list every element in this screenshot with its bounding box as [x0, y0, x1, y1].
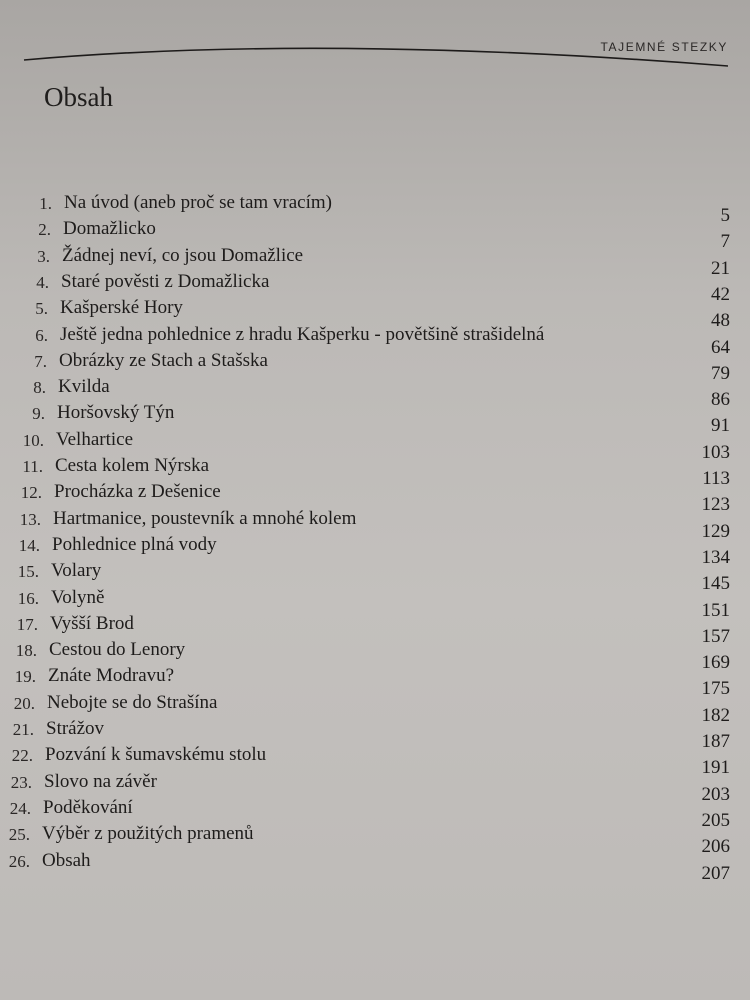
- toc-entry-number: 7.: [34, 351, 47, 371]
- toc-entry-title: Slovo na závěr: [44, 770, 157, 792]
- toc-entry-title: Na úvod (aneb proč se tam vracím): [64, 192, 333, 213]
- toc-entry-number: 1.: [39, 194, 52, 213]
- toc-entry-title: Horšovský Týn: [57, 402, 175, 424]
- toc-entry-number: 22.: [11, 746, 33, 766]
- toc-entry-title: Obsah: [42, 849, 91, 871]
- toc-entry-title: Volyně: [51, 586, 105, 608]
- toc-entry-title: Poděkování: [43, 796, 133, 818]
- toc-entry-number: 5.: [35, 299, 48, 319]
- toc-entry-number: 18.: [15, 641, 37, 661]
- toc-entry-page-number: 157: [701, 625, 730, 647]
- toc-entry-page-number: 91: [711, 415, 730, 437]
- toc-entry-number: 25.: [8, 825, 30, 845]
- toc-entry-page-number: 205: [701, 809, 730, 831]
- toc-entry-page-number: 207: [701, 862, 730, 884]
- toc-entry-title: Obrázky ze Stach a Stašska: [59, 349, 268, 371]
- toc-entry-number: 4.: [36, 272, 49, 292]
- toc-entry-number: 11.: [22, 457, 43, 476]
- toc-entry-title: Ještě jedna pohlednice z hradu Kašperku - povětšině strašidelná: [60, 323, 545, 345]
- toc-entry-page-number: 206: [701, 836, 730, 858]
- toc-entry-number: 6.: [35, 325, 48, 345]
- toc-entry-page-number: 103: [701, 441, 730, 463]
- toc-entry-title: Žádnej neví, co jsou Domažlice: [62, 244, 304, 266]
- toc-entry-number: 12.: [20, 483, 42, 503]
- toc-entry-page-number: 182: [701, 704, 730, 726]
- toc-entry-title: Cesta kolem Nýrska: [55, 455, 210, 476]
- toc-entry-number: 2.: [38, 220, 51, 240]
- toc-entry-number: 8.: [33, 378, 46, 398]
- running-head: TAJEMNÉ STEZKY: [600, 40, 728, 54]
- toc-entry-title: Velhartice: [56, 428, 134, 450]
- toc-entry-page-number: 169: [701, 652, 730, 674]
- toc-entry-page-number: 7: [720, 231, 730, 253]
- toc-entry-title: Procházka z Dešenice: [54, 481, 221, 503]
- toc-entry-number: 17.: [16, 614, 38, 634]
- page-title: Obsah: [44, 82, 113, 112]
- toc-entry-title: Pohlednice plná vody: [52, 533, 217, 555]
- toc-entry-page-number: 191: [701, 757, 730, 779]
- toc-entry-page-number: 134: [701, 546, 730, 568]
- toc-entry-number: 20.: [13, 693, 35, 713]
- toc-entry-number: 19.: [14, 667, 36, 687]
- toc-entry-page-number: 123: [701, 494, 730, 516]
- toc-entry-number: 21.: [12, 720, 34, 739]
- toc-entry-page-number: 64: [711, 336, 730, 358]
- toc-entry-page-number: 48: [711, 310, 730, 332]
- toc-entry-title: Výběr z použitých pramenů: [42, 823, 254, 845]
- toc-entry-title: Staré pověsti z Domažlicka: [61, 270, 270, 292]
- toc-entry-title: Volary: [51, 560, 102, 582]
- toc-entry-number: 3.: [37, 246, 50, 266]
- toc-entry-title: Strážov: [46, 718, 105, 739]
- toc-entry-title: Cestou do Lenory: [49, 639, 186, 661]
- toc-entry-page-number: 21: [711, 257, 730, 279]
- toc-entry-number: 14.: [18, 535, 40, 555]
- toc-entry-title: Hartmanice, poustevník a mnohé kolem: [53, 507, 357, 529]
- toc-entry-title: Vyšší Brod: [50, 612, 134, 634]
- toc-entry-number: 13.: [19, 509, 41, 529]
- toc-entry-page-number: 79: [711, 362, 730, 384]
- toc-entry-page-number: 187: [701, 731, 730, 752]
- toc-entry-number: 23.: [10, 772, 32, 792]
- toc-entry-title: Kašperské Hory: [60, 297, 183, 319]
- toc-entry-page-number: 203: [701, 783, 730, 805]
- toc-entry-page-number: 42: [711, 283, 730, 305]
- toc-entry-number: 10.: [22, 430, 44, 450]
- toc-entry-page-number: 5: [720, 205, 730, 226]
- toc-entry-title: Nebojte se do Strašína: [47, 691, 218, 713]
- toc-entry-number: 15.: [17, 562, 39, 582]
- toc-entry-page-number: 151: [701, 599, 730, 621]
- toc-entry-number: 9.: [32, 404, 45, 424]
- toc-entry-title: Domažlicko: [63, 218, 156, 240]
- toc-entry-number: 16.: [17, 588, 39, 608]
- toc-entry-number: 26.: [8, 851, 30, 871]
- toc-entry-page-number: 86: [711, 389, 730, 411]
- toc-entry-page-number: 113: [702, 468, 730, 489]
- toc-entry-title: Znáte Modravu?: [48, 665, 175, 687]
- toc-entry-page-number: 129: [701, 520, 730, 542]
- toc-entry-page-number: 175: [701, 678, 730, 700]
- toc-entry-title: Pozvání k šumavskému stolu: [45, 744, 267, 766]
- toc-entry-title: Kvilda: [58, 376, 110, 398]
- toc-entry-page-number: 145: [701, 573, 730, 595]
- toc-entry-number: 24.: [9, 798, 31, 818]
